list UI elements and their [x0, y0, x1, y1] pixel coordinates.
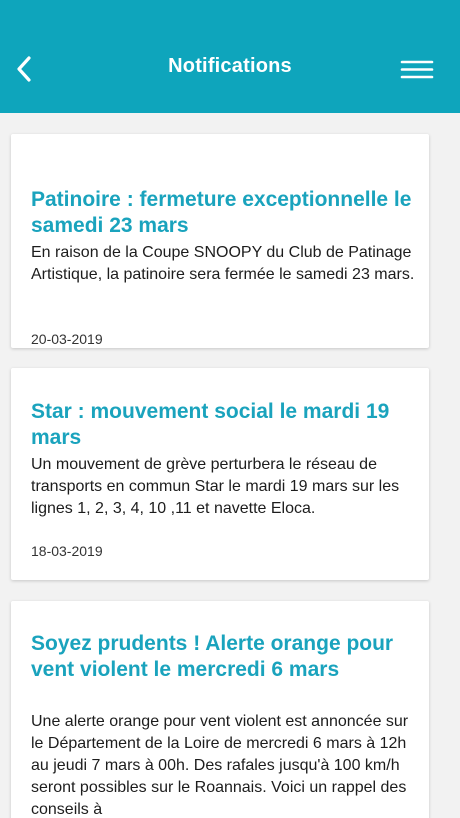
notification-title: Star : mouvement social le mardi 19 mars	[31, 400, 390, 449]
notification-body: Une alerte orange pour vent violent est annoncée sur le Département de la Loire de mercredi 6 mars à 12h au jeudi 7 mars à 00h. Des rafales jusqu'à 100 km/h seront possibles sur le Roannais. Voici un rappel des conseils à	[31, 713, 409, 818]
notification-body: En raison de la Coupe SNOOPY du Club de Patinage Artistique, la patinoire sera fermée le samedi 23 mars.	[31, 244, 415, 283]
page-title: Notifications	[168, 55, 292, 77]
notification-date: 20-03-2019	[31, 331, 103, 347]
notification-date: 18-03-2019	[31, 543, 103, 559]
notifications-list[interactable]	[0, 113, 460, 818]
notification-title: Soyez prudents ! Alerte orange pour vent violent le mercredi 6 mars	[31, 632, 394, 681]
notification-card[interactable]	[11, 134, 429, 348]
notification-title: Patinoire : fermeture exceptionnelle le samedi 23 mars	[31, 188, 412, 237]
notification-body: Un mouvement de grève perturbera le réseau de transports en commun Star le mardi 19 mars sur les lignes 1, 2, 3, 4, 10 ,11 et navette Eloca.	[31, 456, 400, 517]
notification-card[interactable]	[11, 601, 429, 818]
hamburger-menu-icon	[398, 56, 434, 84]
notification-card[interactable]	[11, 368, 429, 580]
menu-button[interactable]	[398, 56, 438, 84]
app-header	[0, 0, 460, 113]
